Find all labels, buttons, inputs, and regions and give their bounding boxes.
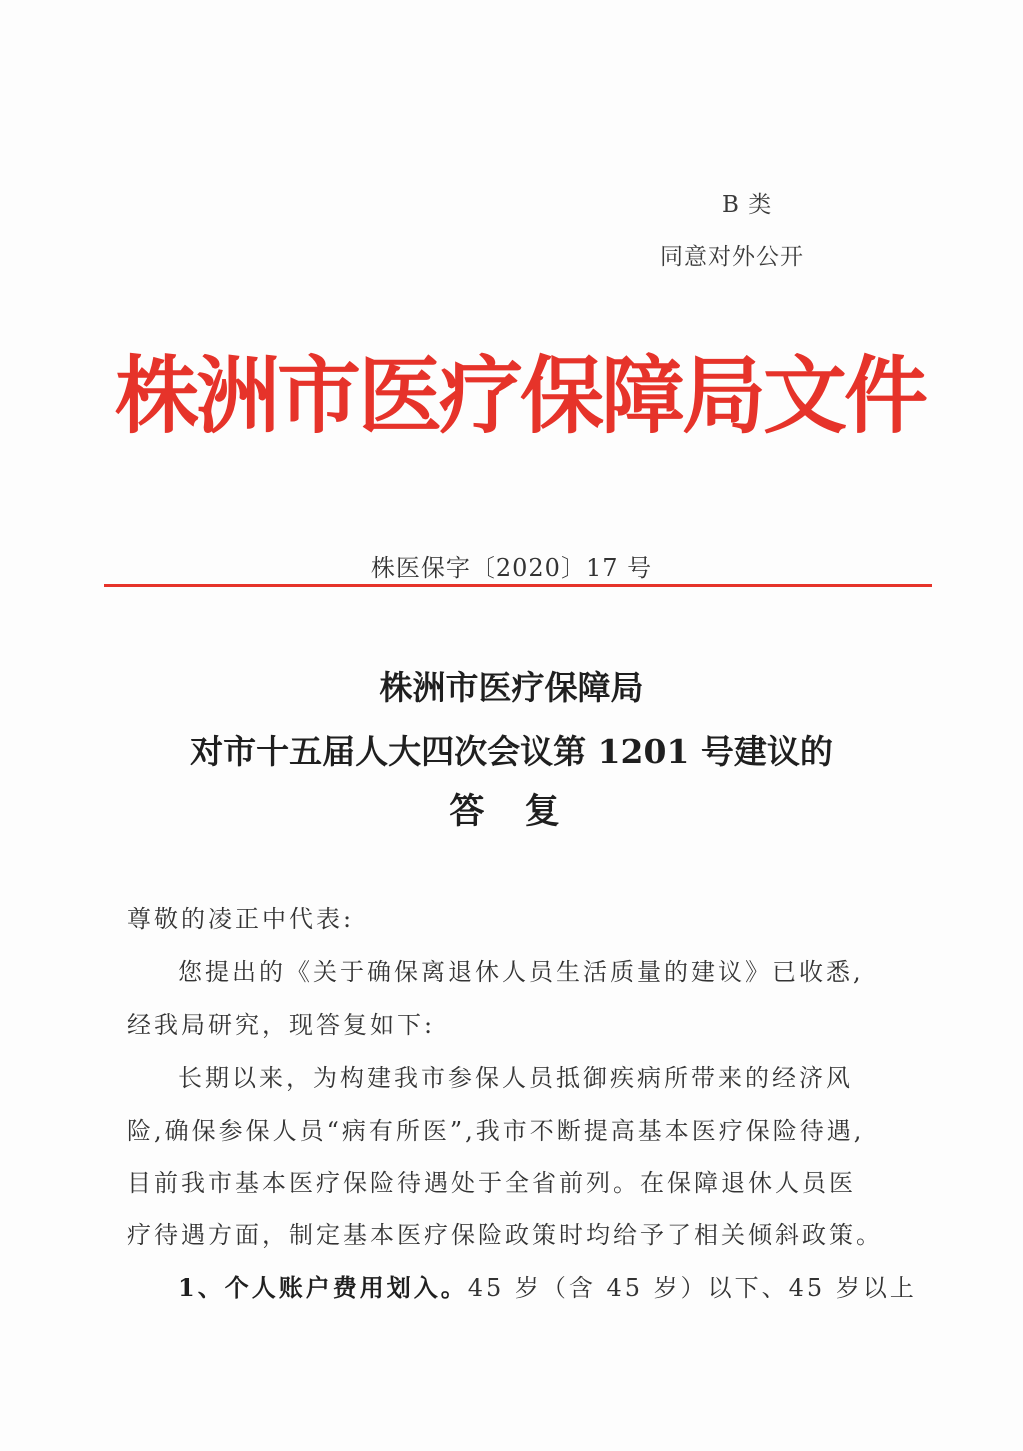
paragraph-3-heading: 1、个人账户费用划入。 bbox=[178, 1273, 468, 1302]
salutation: 尊敬的凌正中代表: bbox=[127, 905, 355, 933]
document-title-line-2: 对市十五届人大四次会议第 1201 号建议的 bbox=[190, 732, 833, 771]
paragraph-1-line-1: 您提出的《关于确保离退休人员生活质量的建议》已收悉, bbox=[178, 958, 864, 986]
paragraph-2-line-3: 目前我市基本医疗保险待遇处于全省前列。在保障退休人员医 bbox=[127, 1169, 856, 1197]
classification-label: B 类 bbox=[722, 192, 773, 218]
document-title-line-3: 答 复 bbox=[449, 791, 574, 832]
paragraph-3-text: 45 岁（含 45 岁）以下、45 岁以上 bbox=[467, 1274, 917, 1302]
red-masthead-title: 株洲市医疗保障局文件 bbox=[114, 347, 925, 445]
paragraph-3-line-1 bbox=[178, 1273, 917, 1302]
document-title-line-1: 株洲市医疗保障局 bbox=[379, 668, 644, 707]
disclosure-label: 同意对外公开 bbox=[660, 244, 804, 270]
paragraph-2-line-4: 疗待遇方面，制定基本医疗保险政策时均给予了相关倾斜政策。 bbox=[127, 1221, 883, 1249]
paragraph-2-line-2: 险,确保参保人员“病有所医”,我市不断提高基本医疗保险待遇, bbox=[127, 1117, 865, 1145]
document-number: 株医保字〔2020〕17 号 bbox=[370, 554, 653, 582]
paragraph-2-line-1: 长期以来，为构建我市参保人员抵御疾病所带来的经济风 bbox=[178, 1064, 853, 1092]
paragraph-1-line-2: 经我局研究，现答复如下: bbox=[127, 1011, 436, 1039]
red-divider-line bbox=[104, 584, 932, 587]
